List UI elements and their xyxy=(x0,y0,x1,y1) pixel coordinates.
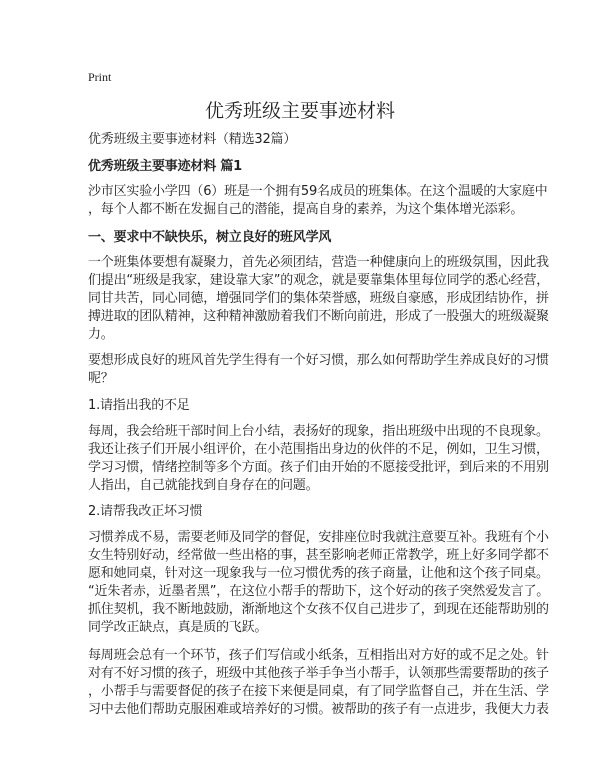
paragraph-line: 们提出“班级是我家，建设靠大家”的观念，就是要靠集体里每位同学的悉心经营， xyxy=(88,273,550,288)
paragraph-line: 抓住契机，我不断地鼓励，渐渐地这个女孩不仅自己进步了，到现在还能帮助别的 xyxy=(88,602,549,617)
paragraph-4 xyxy=(88,423,549,495)
document-title: 优秀班级主要事迹材料 xyxy=(204,100,395,122)
paragraph-line: 一个班集体要想有凝聚力，首先必须团结，营造一种健康向上的班级氛围，因此我 xyxy=(88,255,549,270)
paragraph-3 xyxy=(88,352,549,388)
paragraph-2 xyxy=(88,254,550,344)
paragraph-line: 力。 xyxy=(88,327,114,342)
section-heading-text: 一、要求中不缺快乐，树立良好的班风学风 xyxy=(88,230,332,245)
item-2-heading xyxy=(88,503,518,521)
paragraph-5 xyxy=(88,529,550,637)
paragraph-line: 沙市区实验小学四（6）班是一个拥有59名成员的班集体。在这个温暖的大家庭中 xyxy=(88,184,548,199)
subtitle xyxy=(88,131,518,149)
subtitle-text: 优秀班级主要事迹材料（精选32篇） xyxy=(88,132,297,147)
paragraph-line: 每周班会总有一个环节，孩子们写信或小纸条，互相指出对方好的或不足之处。针 xyxy=(88,648,549,663)
paragraph-line: 同甘共苦，同心同德，增强同学们的集体荣誉感，班级自豪感，形成团结协作，拼 xyxy=(88,291,549,306)
item-1-text: 1.请指出我的不足 xyxy=(88,398,190,413)
paragraph-line: 人指出，自己就能找到自身存在的问题。 xyxy=(88,478,319,493)
paragraph-line: 习惯养成不易，需要老师及同学的督促，安排座位时我就注意要互补。我班有个小 xyxy=(88,530,549,545)
paragraph-1 xyxy=(88,183,548,219)
paragraph-line: 学习习惯，情绪控制等多个方面。孩子们由开始的不愿接受批评，到后来的不用别 xyxy=(88,460,549,475)
paragraph-line: ，小帮手与需要督促的孩子在接下来便是同桌，有了同学监督自己，并在生活、学 xyxy=(88,684,549,699)
print-link[interactable]: Print xyxy=(88,70,112,84)
section-heading-1 xyxy=(88,229,518,247)
paragraph-line: “近朱者赤，近墨者黑”，在这位小帮手的帮助下，这个好动的孩子突然爱发言了。 xyxy=(88,584,550,599)
paragraph-line: 搏进取的团队精神，这种精神激励着我们不断向前进，形成了一股强大的班级凝聚 xyxy=(88,309,549,324)
paragraph-line: 呢？ xyxy=(88,371,114,386)
item-1-heading xyxy=(88,397,518,415)
article-heading-text: 优秀班级主要事迹材料 篇1 xyxy=(88,159,242,174)
paragraph-line: ，每个人都不断在发掘自己的潜能，提高自身的素养，为这个集体增光添彩。 xyxy=(88,202,524,217)
article-heading xyxy=(88,158,518,176)
paragraph-line: 女生特别好动，经常做一些出格的事，甚至影响老师正常教学，班上好多同学都不 xyxy=(88,548,549,563)
paragraph-line: 我还让孩子们开展小组评价，在小范围指出身边的伙伴的不足，例如，卫生习惯， xyxy=(88,442,549,457)
paragraph-line: 愿和她同桌，针对这一现象我与一位习惯优秀的孩子商量，让他和这个孩子同桌。 xyxy=(88,566,549,581)
paragraph-line: 同学改正缺点，真是质的飞跃。 xyxy=(88,620,268,635)
paragraph-line: 要想形成良好的班风首先学生得有一个好习惯，那么如何帮助学生养成良好的习惯 xyxy=(88,353,549,368)
paragraph-line: 对有不好习惯的孩子，班级中其他孩子举手争当小帮手，认领那些需要帮助的孩子 xyxy=(88,666,549,681)
paragraph-6 xyxy=(88,647,549,719)
item-2-text: 2.请帮我改正坏习惯 xyxy=(88,504,203,519)
paragraph-line: 每周，我会给班干部时间上台小结，表扬好的现象，指出班级中出现的不良现象。 xyxy=(88,424,549,439)
paragraph-line: 习中去他们帮助克服困难或培养好的习惯。被帮助的孩子有一点进步，我便大力表 xyxy=(88,702,549,717)
